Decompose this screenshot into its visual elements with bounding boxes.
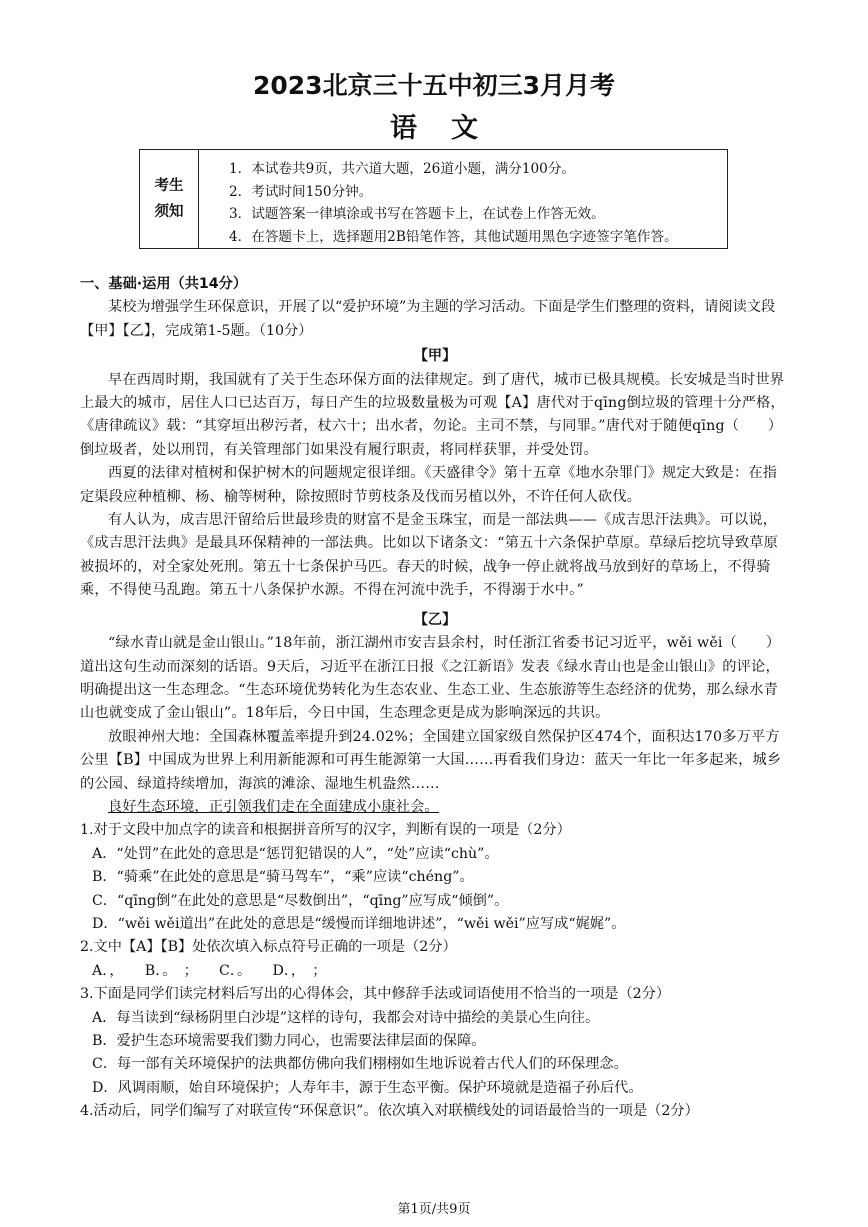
passage-yi-paragraph: “绿水青山就是金山银山。”18年前，浙江湖州市安吉县余村，时任浙江省委书记习近平，wěi wěi（ ）道出这句生动而深刻的话语。9天后，习近平在浙江日报《之江新语》发表《绿水青山也是金山银山》的评论，明确提出这一生态理念。“生态环境优势转化为生态农业、生态工业、生态旅游等生态经济的优势，那么绿水青山也就变成了金山银山”。18年后，今日中国，生态理念更是成为影响深远的共识。: [80, 635, 781, 722]
exam-title: 2023北京三十五中初三3月月考: [253, 71, 615, 100]
question-3-stem: 3.下面是同学们读完材料后写出的心得体会，其中修辞手法或词语使用不恰当的一项是（2分）: [80, 986, 671, 1003]
passage-yi-paragraph: 放眼神州大地：全国森林覆盖率提升到24.02%；全国建立国家级自然保护区474个，面积达170多万平方公里【B】中国成为世界上利用新能源和可再生能源第一大国……再看我们身边：蓝天一年比一年多起来，城乡的公园、绿道持续增加，海滨的滩涂、湿地生机盎然……: [80, 728, 782, 792]
section-basics: [80, 273, 790, 1124]
exam-subject: 语文: [390, 113, 512, 144]
passage-jia-paragraph: 有人认为，成吉思汗留给后世最珍贵的财富不是金玉珠宝，而是一部法典——《成吉思汗法典》。可以说，《成吉思汗法典》是最具环保精神的一部法典。比如以下诸条文：“第五十六条保护草原。草绿后挖坑导致草原被损坏的，对全家处死刑。第五十七条保护马匹。春天的时候，战争一停止就将战马放到好的草场上，不得骑乘，不得使马乱跑。第五十八条保护水源。不得在河流中洗手，不得溺于水中。”: [80, 512, 779, 599]
question-3-option: C．每一部有关环境保护的法典都仿佛向我们栩栩如生地诉说着古代人们的环保理念。: [92, 1056, 628, 1073]
passage-yi-paragraph: [80, 796, 790, 819]
notice-items: [199, 150, 678, 248]
notice-item: 4．在答题卡上，选择题用2B铅笔作答，其他试题用黑色字迹签字笔作答。: [229, 228, 678, 245]
underlined-sentence: 良好生态环境，正引领我们走在全面建成小康社会。: [108, 798, 439, 815]
question-1-option: B．“骑乘”在此处的意思是“骑马驾车”，“乘”应读“chéng”。: [92, 869, 474, 886]
question-3-option: D．风调雨顺，始自环境保护；人寿年丰，源于生态平衡。保护环境就是造福子孙后代。: [92, 1079, 643, 1096]
notice-item: 1．本试卷共9页，共六道大题，26道小题，满分100分。: [229, 161, 576, 177]
notice-label: [140, 150, 199, 248]
candidate-notice-box: [139, 149, 728, 249]
question-2-options: A．， B．。 ； C．。 D．， ；: [92, 962, 327, 979]
question-4-stem: 4.活动后，同学们编写了对联宣传“环保意识”。依次填入对联横线处的词语最恰当的一项是（2分）: [80, 1103, 699, 1120]
passage-jia-paragraph: 西夏的法律对植树和保护树木的问题规定很详细。《天盛律令》第十五章《地水杂罪门》规定大致是：在指定渠段应种植柳、杨、榆等树种，除按照时节剪枝条及伐而另植以外，不许任何人砍伐。: [80, 465, 778, 505]
question-2-stem: 2.文中【A】【B】处依次填入标点符号正确的一项是（2分）: [80, 939, 457, 956]
passage-yi-heading: 【乙】: [413, 611, 457, 628]
question-1-option: A．“处罚”在此处的意思是“惩罚犯错误的人”，“处”应读“chù”。: [92, 845, 499, 862]
question-1-option: C．“qīng倒”在此处的意思是“尽数倒出”，“qīng”应写成“倾倒”。: [92, 892, 509, 909]
notice-item: 2．考试时间150分钟。: [229, 183, 373, 200]
notice-label-line1: 考生: [154, 178, 184, 194]
section-heading: 一、基础·运用（共14分）: [80, 276, 248, 292]
notice-label-line2: 须知: [154, 204, 184, 220]
question-3-option: B．爱护生态环境需要我们勠力同心，也需要法律层面的保障。: [92, 1033, 486, 1049]
page-footer: 第1页/共9页: [397, 1202, 471, 1217]
question-1-option: D．“wěi wěi道出”在此处的意思是“缓慢而详细地讲述”，“wěi wěi”应写成“娓娓”。: [92, 915, 626, 932]
section-intro: 某校为增强学生环保意识，开展了以“爱护环境”为主题的学习活动。下面是学生们整理的资料，请阅读文段【甲】【乙】，完成第1-5题。（10分）: [80, 299, 776, 339]
passage-jia-heading: 【甲】: [413, 348, 457, 365]
question-1-stem: 1.对于文段中加点字的读音和根据拼音所写的汉字，判断有误的一项是（2分）: [80, 822, 571, 839]
notice-item: 3．试题答案一律填涂或书写在答题卡上，在试卷上作答无效。: [229, 206, 605, 222]
question-3-option: A．每当读到“绿杨阴里白沙堤”这样的诗句，我都会对诗中描绘的美景心生向往。: [92, 1009, 600, 1026]
passage-jia-paragraph: 早在西周时期，我国就有了关于生态环保方面的法律规定。到了唐代，城市已极具规模。长安城是当时世界上最大的城市，居住人口已达百万，每日产生的垃圾数量极为可观【A】唐代对于qīng倒垃圾的管理十分严格，《唐律疏议》载：“其穿垣出秽污者，杖六十；出水者，勿论。主司不禁，与同罪。”唐代对于随便qīng（ ）倒垃圾者，处以刑罚，有关管理部门如果没有履行职责，将同样获罪，并受处罚。: [80, 371, 785, 458]
